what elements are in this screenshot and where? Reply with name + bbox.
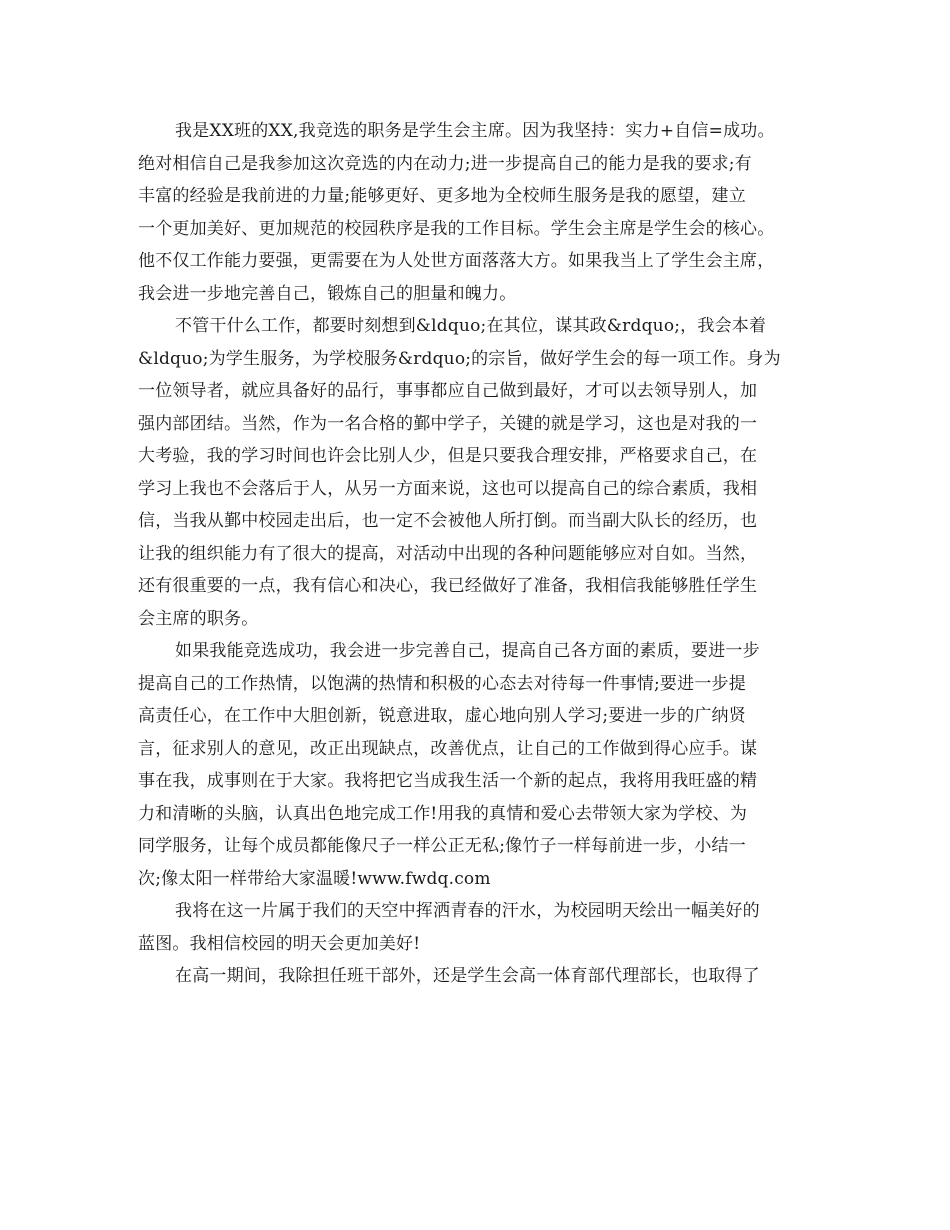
document-body — [138, 115, 828, 993]
text-line: 提高自己的工作热情，以饱满的热情和积极的心态去对待每一件事情;要进一步提 — [138, 673, 746, 694]
text-line: 丰富的经验是我前进的力量;能够更好、更多地为全校师生服务是我的愿望，建立 — [138, 186, 746, 206]
text-line: 一位领导者，就应具备好的品行，事事都应自己做到最好，才可以去领导别人，加 — [138, 381, 758, 401]
text-line: 同学服务，让每个成员都能像尺子一样公正无私;像竹子一样每前进一步，小结一 — [138, 836, 746, 856]
text-line: 让我的组织能力有了很大的提高，对活动中出现的各种问题能够应对自如。当然， — [138, 543, 758, 564]
text-line: 学习上我也不会落后于人，从另一方面来说，这也可以提高自己的综合素质，我相 — [138, 478, 758, 499]
paragraph-2 — [138, 310, 828, 635]
text-line: 我将在这一片属于我们的天空中挥洒青春的汗水，为校园明天绘出一幅美好的 — [175, 901, 760, 921]
text-line: 一个更加美好、更加规范的校园秩序是我的工作目标。学生会主席是学生会的核心。 — [138, 218, 775, 239]
paragraph-4 — [138, 895, 828, 960]
text-line: 强内部团结。当然，作为一名合格的鄞中学子，关键的就是学习，这也是对我的一 — [138, 413, 758, 434]
text-line: 力和清晰的头脑，认真出色地完成工作!用我的真情和爱心去带领大家为学校、为 — [138, 803, 748, 824]
text-line: 事在我，成事则在于大家。我将把它当成我生活一个新的起点，我将用我旺盛的精 — [138, 771, 758, 791]
text-line: 次;像太阳一样带给大家温暖!www.fwdq.com — [138, 868, 491, 889]
text-line: 还有很重要的一点，我有信心和决心，我已经做好了准备，我相信我能够胜任学生 — [138, 576, 758, 596]
text-line: 绝对相信自己是我参加这次竞选的内在动力;进一步提高自己的能力是我的要求;有 — [138, 153, 752, 174]
text-line: 言，征求别人的意见，改正出现缺点，改善优点，让自己的工作做到得心应手。谋 — [138, 738, 758, 759]
text-line: 会主席的职务。 — [138, 608, 259, 629]
paragraph-5 — [138, 960, 828, 993]
text-line: 如果我能竞选成功，我会进一步完善自己，提高自己各方面的素质，要进一步 — [175, 641, 760, 661]
text-line: 不管干什么工作，都要时刻想到&ldquo;在其位，谋其政&rdquo;，我会本着 — [175, 316, 767, 336]
text-line: 蓝图。我相信校园的明天会更加美好! — [138, 933, 421, 954]
text-line: 在高一期间，我除担任班干部外，还是学生会高一体育部代理部长，也取得了 — [175, 966, 760, 986]
text-line: 高责任心，在工作中大胆创新，锐意进取，虚心地向别人学习;要进一步的广纳贤 — [138, 706, 746, 726]
text-line: 他不仅工作能力要强，更需要在为人处世方面落落大方。如果我当上了学生会主席， — [138, 251, 775, 271]
paragraph-1 — [138, 115, 828, 310]
paragraph-3 — [138, 635, 828, 895]
text-line: 我是XX班的XX,我竞选的职务是学生会主席。因为我坚持：实力+自信=成功。 — [175, 121, 775, 141]
text-line: 信，当我从鄞中校园走出后，也一定不会被他人所打倒。而当副大队长的经历，也 — [138, 511, 758, 531]
text-line: 大考验，我的学习时间也许会比别人少，但是只要我合理安排，严格要求自己，在 — [138, 446, 758, 466]
text-line: &ldquo;为学生服务，为学校服务&rdquo;的宗旨，做好学生会的每一项工作。身为 — [138, 348, 781, 369]
text-line: 我会进一步地完善自己，锻炼自己的胆量和魄力。 — [138, 283, 517, 304]
